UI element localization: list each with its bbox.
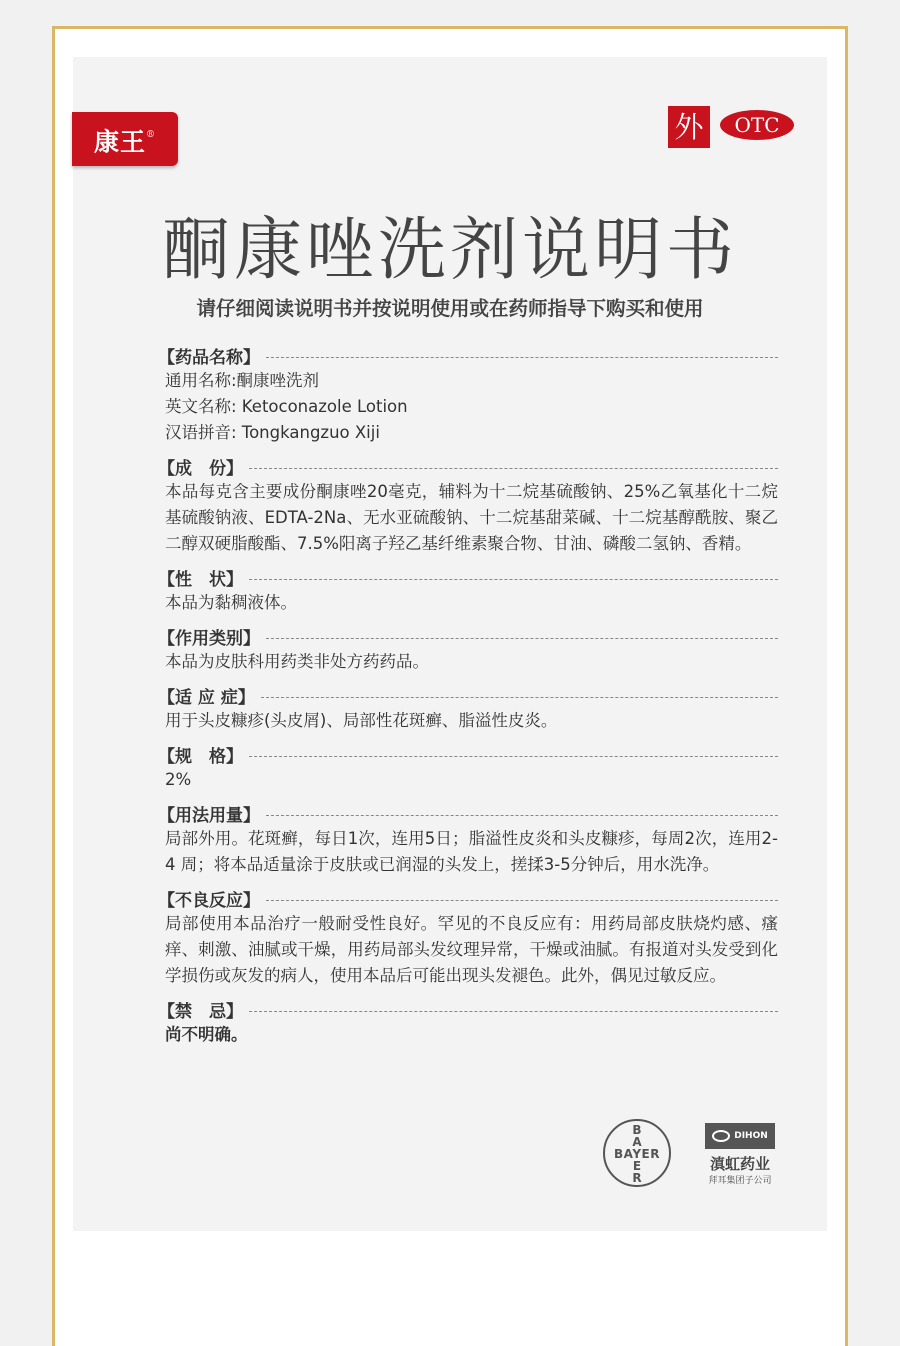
page-subtitle: 请仔细阅读说明书并按说明使用或在药师指导下购买和使用 bbox=[196, 297, 704, 320]
section-title: 【性 状】 bbox=[158, 569, 243, 590]
dashed-divider bbox=[249, 1011, 778, 1012]
section-drug-name bbox=[158, 342, 778, 446]
appearance-text: 本品为黏稠液体。 bbox=[165, 593, 297, 612]
dashed-divider bbox=[249, 579, 778, 580]
section-specification bbox=[158, 741, 778, 793]
dihon-subsidiary-text: 拜耳集团子公司 bbox=[708, 1176, 772, 1186]
dashed-divider bbox=[266, 900, 778, 901]
section-category bbox=[158, 623, 778, 675]
section-title: 【适 应 症】 bbox=[158, 687, 255, 708]
leaflet-content bbox=[158, 342, 778, 1055]
otc-badge: OTC bbox=[720, 110, 794, 140]
section-indications bbox=[158, 682, 778, 734]
section-title: 【禁 忌】 bbox=[158, 1001, 243, 1022]
section-adverse-reactions bbox=[158, 885, 778, 989]
dihon-company-name: 滇虹药业 bbox=[709, 1155, 770, 1173]
dashed-divider bbox=[266, 638, 778, 639]
indications-text: 用于头皮糠疹(头皮屑)、局部性花斑癣、脂溢性皮炎。 bbox=[165, 711, 558, 730]
section-appearance bbox=[158, 564, 778, 616]
adverse-reactions-text: 局部使用本品治疗一般耐受性良好。罕见的不良反应有：用药局部皮肤烧灼感、瘙痒、刺激、油腻或干燥，用药局部头发纹理异常，干燥或油腻。有报道对头发受到化学损伤或灰发的病人，使用本品后可能出现头发褪色。此外，偶见过敏反应。 bbox=[165, 914, 778, 985]
section-dosage bbox=[158, 800, 778, 878]
bayer-cross-logo: B A BAYER E R bbox=[603, 1119, 671, 1187]
section-contraindications bbox=[158, 996, 778, 1048]
brand-logo: 康王® bbox=[72, 112, 178, 166]
dosage-text: 局部外用。花斑癣，每日1次，连用5日；脂溢性皮炎和头皮糠疹，每周2次，连用2-4 周；将本品适量涂于皮肤或已润湿的头发上，搓揉3-5分钟后，用水洗净。 bbox=[165, 829, 778, 874]
dashed-divider bbox=[261, 697, 778, 698]
section-title: 【药品名称】 bbox=[158, 347, 260, 368]
dashed-divider bbox=[249, 756, 778, 757]
pinyin-name: 汉语拼音: Tongkangzuo Xiji bbox=[165, 423, 380, 442]
contraindications-text: 尚不明确。 bbox=[165, 1025, 248, 1044]
english-name: 英文名称: Ketoconazole Lotion bbox=[165, 397, 408, 416]
dashed-divider bbox=[266, 815, 778, 816]
dashed-divider bbox=[249, 468, 778, 469]
section-title: 【作用类别】 bbox=[158, 628, 260, 649]
generic-name: 通用名称:酮康唑洗剂 bbox=[165, 371, 320, 390]
section-title: 【用法用量】 bbox=[158, 805, 260, 826]
category-text: 本品为皮肤科用药类非处方药药品。 bbox=[165, 652, 429, 671]
dihon-logo bbox=[705, 1123, 775, 1187]
dihon-badge: DIHON bbox=[705, 1123, 775, 1149]
specification-text: 2% bbox=[165, 770, 192, 789]
page-title: 酮康唑洗剂说明书 bbox=[161, 211, 738, 290]
section-ingredients bbox=[158, 453, 778, 557]
section-title: 【规 格】 bbox=[158, 746, 243, 767]
dashed-divider bbox=[266, 357, 778, 358]
dihon-mark-icon bbox=[712, 1130, 730, 1142]
section-title: 【成 份】 bbox=[158, 458, 243, 479]
ingredients-text: 本品每克含主要成份酮康唑20毫克，辅料为十二烷基硫酸钠、25%乙氧基化十二烷基硫酸钠液、EDTA-2Na、无水亚硫酸钠、十二烷基甜菜碱、十二烷基醇酰胺、聚乙二醇双硬脂酸酯、7.5%阳离子羟乙基纤维素聚合物、甘油、磷酸二氢钠、香精。 bbox=[165, 482, 778, 553]
external-use-badge: 外 bbox=[668, 106, 710, 148]
section-title: 【不良反应】 bbox=[158, 890, 260, 911]
